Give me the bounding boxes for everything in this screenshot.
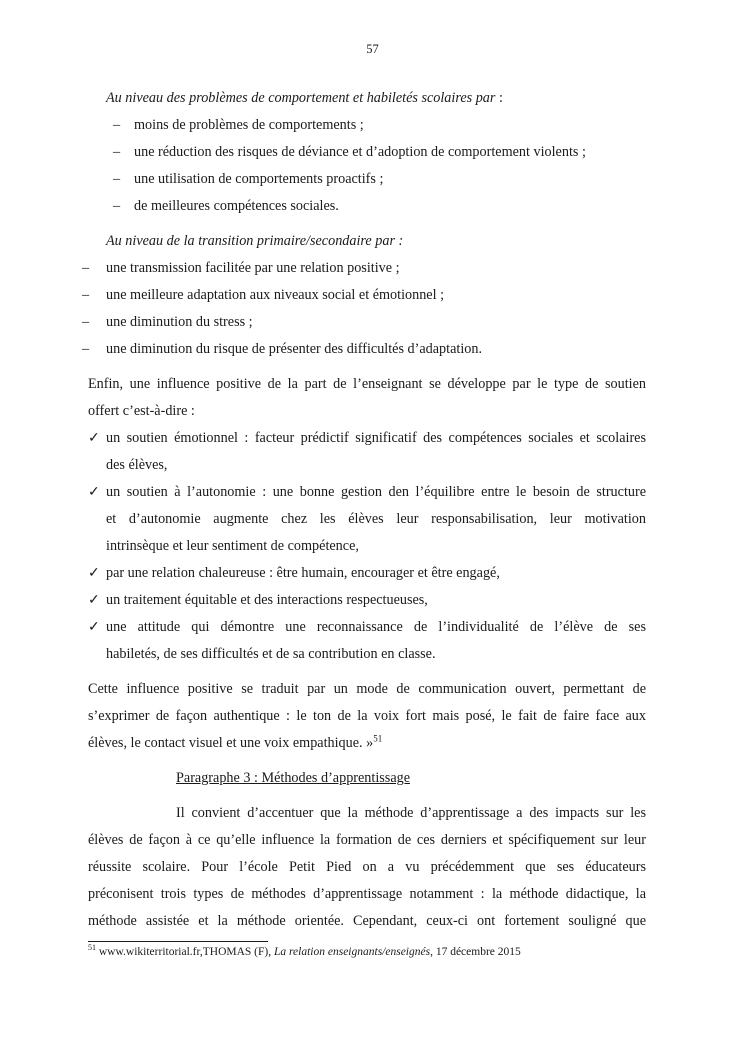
footnote-number: 51 xyxy=(88,943,96,953)
checkmark-icon: ✓ xyxy=(88,619,100,635)
paragraph-line: s’exprimer de façon authentique : le ton de la voix fort mais posé, le fait de faire face aux xyxy=(88,708,646,724)
footnote: $^{51}$ www.wikiterritorial.fr,THOMAS (F), La relation enseignants/enseignés, 17 décembre 2015 xyxy=(88,943,521,958)
checklist-item: ✓ un soutien à l’autonomie : une bonne gestion den l’équilibre entre le besoin de structure xyxy=(88,484,646,500)
list-item: – une utilisation de comportements proactifs ; xyxy=(88,169,646,196)
list-item: – une transmission facilitée par une relation positive ; xyxy=(88,258,646,285)
section-heading-transition: Au niveau de la transition primaire/secondaire par : xyxy=(106,233,404,249)
paragraph-line: Cette influence positive se traduit par un mode de communication ouvert, permettant de xyxy=(88,681,646,697)
list-item: – de meilleures compétences sociales. xyxy=(88,196,646,223)
list-item: – une diminution du risque de présenter des difficultés d’adaptation. xyxy=(88,339,646,366)
checklist-item-continuation: habiletés, de ses difficultés et de sa contribution en classe. xyxy=(106,646,436,662)
checklist-item: ✓ un soutien émotionnel : facteur prédictif significatif des compétences sociales et scolaires xyxy=(88,430,646,446)
checklist-item: ✓ une attitude qui démontre une reconnaissance de l’individualité de l’élève de ses xyxy=(88,619,646,635)
checkmark-icon: ✓ xyxy=(88,484,100,500)
checklist-item: ✓ un traitement équitable et des interactions respectueuses, xyxy=(88,592,428,608)
checkmark-icon: ✓ xyxy=(88,592,100,608)
checklist-item-continuation: des élèves, xyxy=(106,457,168,473)
support-intro-line: offert c’est-à-dire : xyxy=(88,403,195,419)
section-heading-behaviour: Au niveau des problèmes de comportement et habiletés scolaires par : xyxy=(106,90,503,106)
paragraph-line: méthode assistée et la méthode orientée. Cependant, ceux-ci ont fortement souligné que xyxy=(88,913,646,929)
list-item: – une diminution du stress ; xyxy=(88,312,646,339)
paragraph-line: élèves de façon à ce qu’elle influence la formation de ces derniers et spécifiquement sur leur xyxy=(88,832,646,848)
checkmark-icon: ✓ xyxy=(88,565,100,581)
paragraph-line: élèves, le contact visuel et une voix empathique. »$^{51}$ xyxy=(88,733,383,751)
checklist-item: ✓ par une relation chaleureuse : être humain, encourager et être engagé, xyxy=(88,565,500,581)
footnote-separator xyxy=(88,941,268,942)
paragraph-title: Paragraphe 3 : Méthodes d’apprentissage xyxy=(176,770,411,786)
footnote-reference[interactable]: 51 xyxy=(373,733,383,744)
checklist-item-continuation: intrinsèque et leur sentiment de compétence, xyxy=(106,538,359,554)
paragraph-line: réussite scolaire. Pour l’école Petit Pied on a vu précédemment que ses éducateurs xyxy=(88,859,646,875)
footnote-title: La relation enseignants/enseignés xyxy=(273,946,431,958)
list-item: – une réduction des risques de déviance et d’adoption de comportement violents ; xyxy=(88,142,646,169)
checkmark-icon: ✓ xyxy=(88,430,100,446)
page-number: 57 xyxy=(366,42,379,56)
checklist-item-continuation: et d’autonomie augmente chez les élèves leur responsabilisation, leur motivation xyxy=(106,511,646,527)
support-intro-line: Enfin, une influence positive de la part de l’enseignant se développe par le type de soutien xyxy=(88,376,646,392)
list-item: – une meilleure adaptation aux niveaux social et émotionnel ; xyxy=(88,285,646,312)
list-item: – moins de problèmes de comportements ; xyxy=(88,115,646,142)
paragraph-line: préconisent trois types de méthodes d’apprentissage notamment : la méthode didactique, la xyxy=(88,886,646,902)
page-body xyxy=(88,88,646,938)
paragraph-line: Il convient d’accentuer que la méthode d’apprentissage a des impacts sur les xyxy=(176,805,646,821)
